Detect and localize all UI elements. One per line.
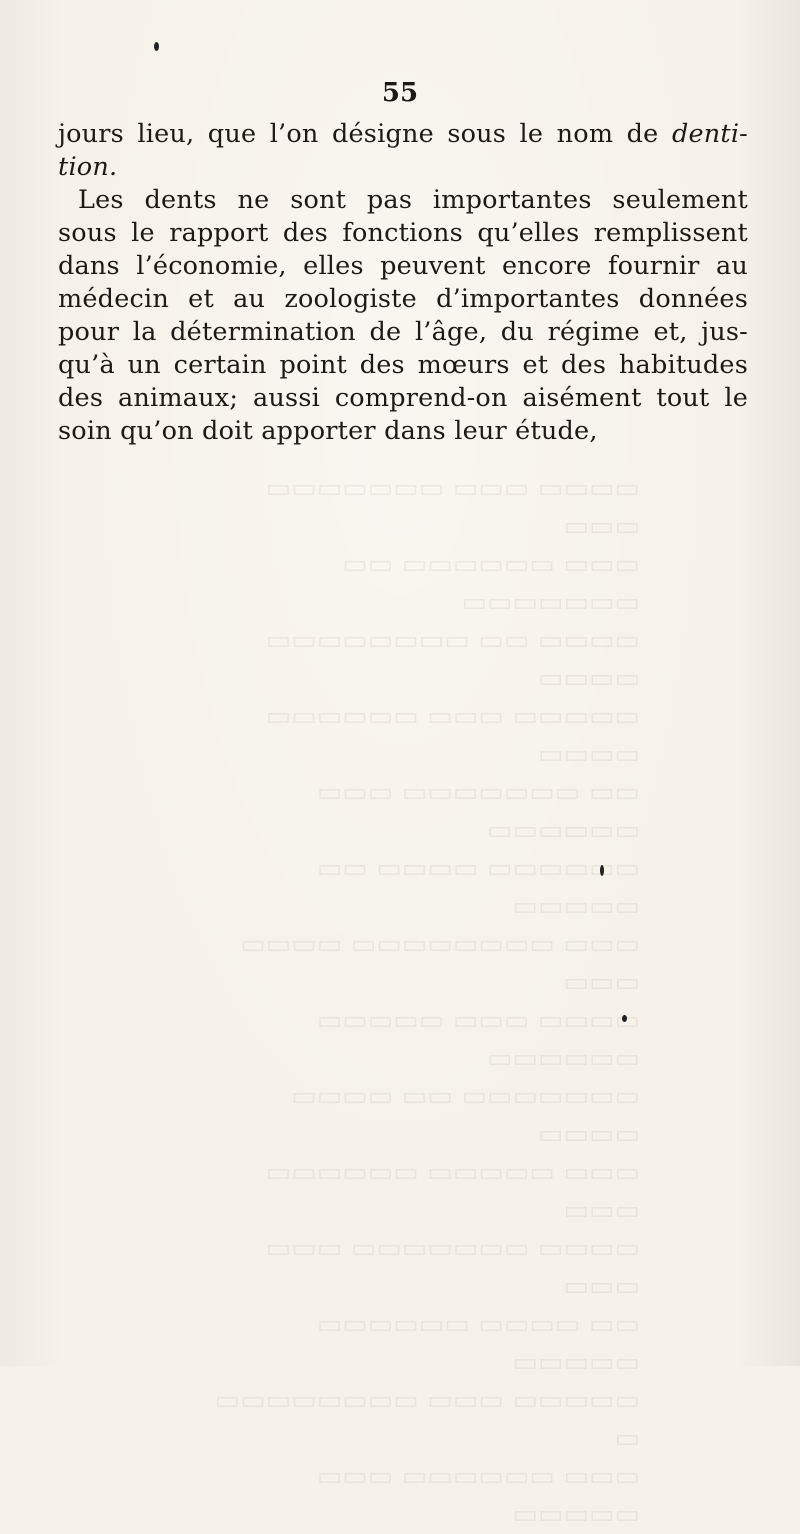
text-line bbox=[58, 118, 748, 151]
ink-speck bbox=[154, 42, 159, 51]
text-run: soin qu’on doit apporter dans leur étude, bbox=[58, 416, 598, 446]
text-line bbox=[58, 283, 748, 316]
ink-speck bbox=[600, 865, 604, 876]
text-run: Les dents ne sont pas importantes seulement bbox=[78, 185, 748, 215]
text-line bbox=[58, 184, 748, 217]
text-run: sous le rapport des fonctions qu’elles remplissent bbox=[58, 218, 748, 248]
text-line bbox=[58, 415, 748, 448]
text-run-italic: tion. bbox=[58, 152, 118, 182]
show-through-texture: ▭▭▭▭ ▭▭▭ ▭▭▭▭▭▭▭ ▭▭▭ ▭▭▭ ▭▭▭▭▭▭ ▭▭ ▭▭▭▭▭▭▭ ▭▭▭▭ ▭▭ ▭▭▭▭▭▭▭▭ ▭▭▭▭ ▭▭▭▭▭ ▭▭▭ ▭▭▭▭▭▭ ▭▭▭▭ ▭▭ ▭▭▭▭▭▭▭ ▭▭▭ ▭▭▭▭▭▭ ▭▭▭▭▭▭ ▭▭▭▭ ▭▭ ▭▭▭▭▭ ▭▭▭ ▭▭▭▭▭▭▭▭ ▭▭▭▭ ▭▭▭ ▭▭▭▭ ▭▭▭ ▭▭▭▭▭ ▭▭▭▭▭▭ ▭▭▭▭▭▭▭ ▭▭ ▭▭▭▭ ▭▭▭▭ ▭▭▭ ▭▭▭▭▭ ▭▭▭▭▭▭ ▭▭▭ ▭▭▭▭ ▭▭▭▭▭▭▭ ▭▭▭ ▭▭▭ ▭▭ ▭▭▭▭ ▭▭▭▭▭▭ ▭▭▭▭▭ ▭▭▭▭▭ ▭▭▭ ▭▭▭▭▭▭▭▭ ▭ ▭▭▭ ▭▭▭▭▭▭ ▭▭▭ ▭▭▭▭▭ bbox=[214, 473, 640, 1530]
text-run: pour la détermination de l’âge, du régime et, jus- bbox=[58, 317, 748, 347]
text-line bbox=[58, 250, 748, 283]
text-line bbox=[58, 151, 748, 184]
text-run: qu’à un certain point des mœurs et des habitudes bbox=[58, 350, 748, 380]
text-run: des animaux; aussi comprend-on aisément tout le bbox=[58, 383, 748, 413]
text-run: jours lieu, que l’on désigne sous le nom de bbox=[58, 119, 672, 149]
page-number: 55 bbox=[381, 78, 419, 108]
ink-speck bbox=[622, 1015, 627, 1022]
text-run: médecin et au zoologiste d’importantes données bbox=[58, 284, 748, 314]
text-line bbox=[58, 382, 748, 415]
body-text bbox=[58, 118, 748, 448]
text-line bbox=[58, 349, 748, 382]
text-run: dans l’économie, elles peuvent encore fournir au bbox=[58, 251, 748, 281]
text-line bbox=[58, 217, 748, 250]
text-line bbox=[58, 316, 748, 349]
text-run-italic: denti- bbox=[671, 119, 748, 149]
